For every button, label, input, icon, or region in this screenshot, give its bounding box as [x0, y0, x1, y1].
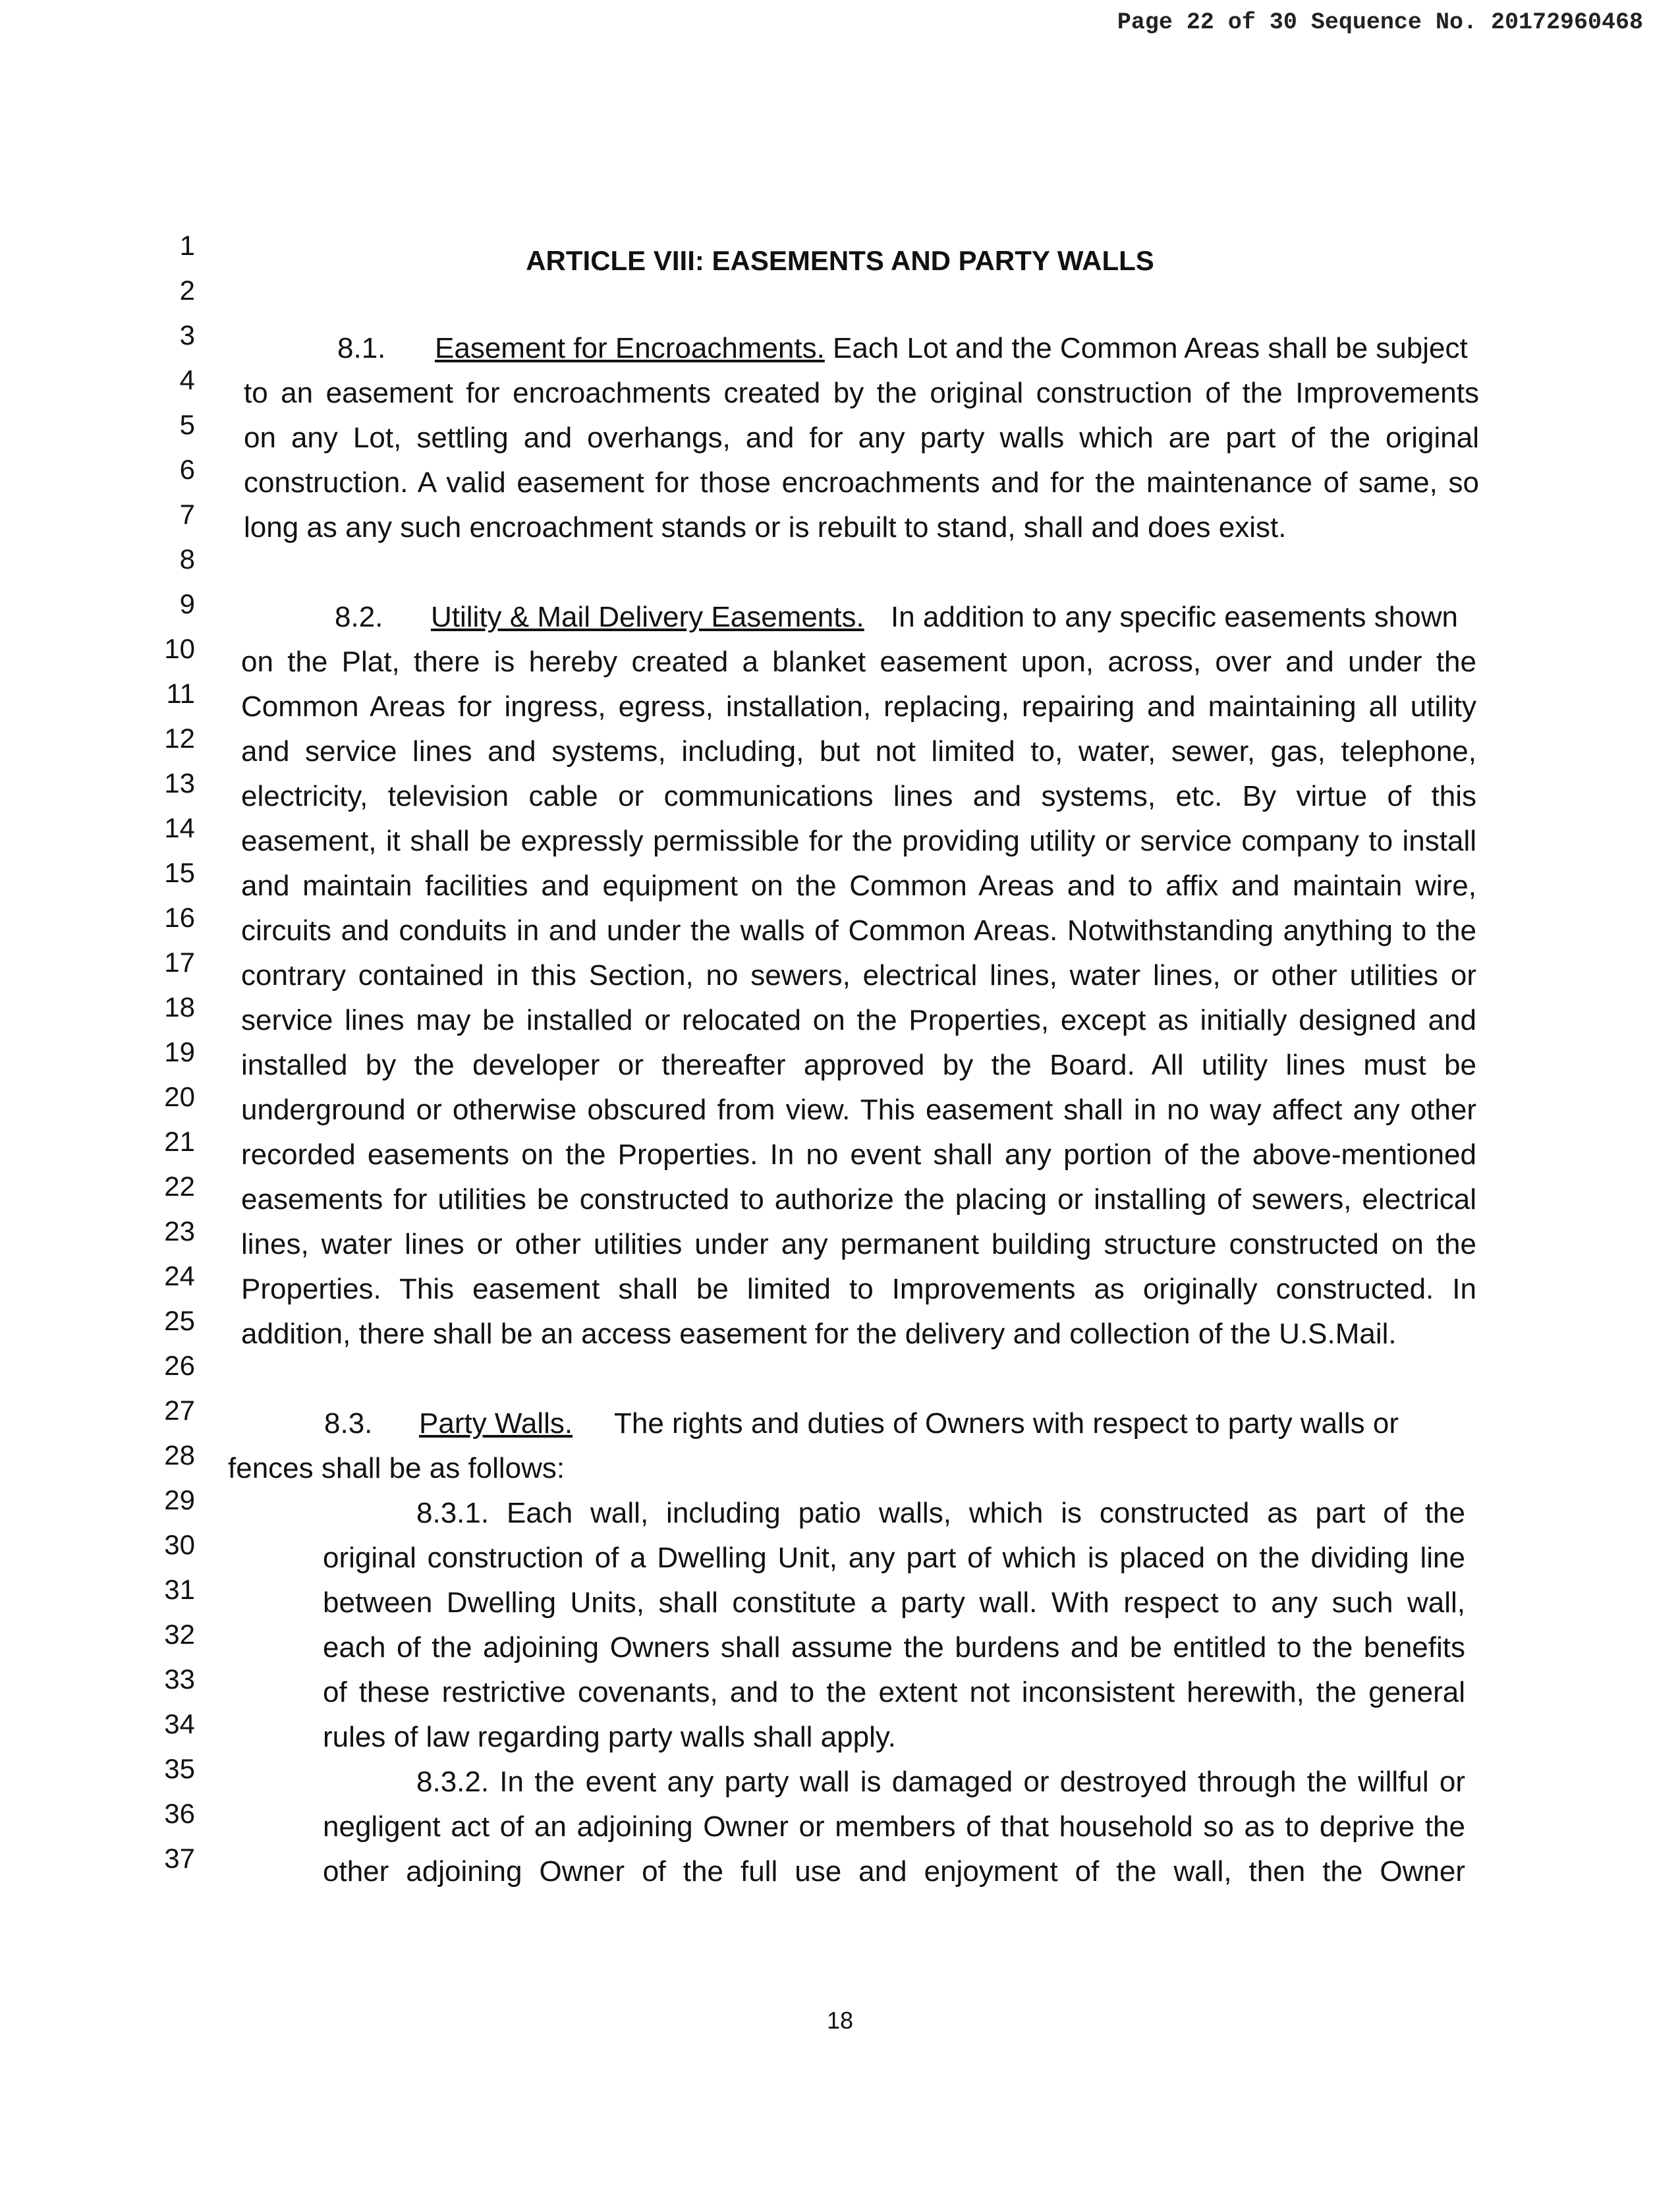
section-number: 8.1.: [337, 332, 386, 364]
line-number: 34: [164, 1708, 195, 1739]
section-heading: Easement for Encroachments.: [435, 332, 825, 364]
line-number: 15: [164, 857, 195, 888]
text-line: underground or otherwise obscured from view. This easement shall in no way affect any other: [241, 1094, 1476, 1126]
line-number: 3: [179, 320, 195, 351]
text-line: on the Plat, there is hereby created a blanket easement upon, across, over and under the: [241, 646, 1476, 678]
article-title: ARTICLE VIII: EASEMENTS AND PARTY WALLS: [526, 245, 1154, 276]
text-line: service lines may be installed or relocated on the Properties, except as initially designed and: [241, 1004, 1476, 1036]
text-line: on any Lot, settling and overhangs, and for any party walls which are part of the original: [244, 422, 1479, 454]
line-number: 20: [164, 1081, 195, 1112]
text-line: contrary contained in this Section, no sewers, electrical lines, water lines, or other utilities or: [241, 959, 1476, 992]
line-number: 24: [164, 1260, 195, 1291]
line-number: 26: [164, 1350, 195, 1381]
line-number: 16: [164, 902, 195, 933]
line-number: 31: [164, 1574, 195, 1605]
line-number: 11: [166, 678, 195, 709]
line-number: 23: [164, 1216, 195, 1247]
line-number: 4: [179, 364, 195, 395]
text-line: rules of law regarding party walls shall apply.: [323, 1721, 896, 1753]
line-number: 6: [179, 454, 195, 485]
section-heading: Utility & Mail Delivery Easements.: [431, 601, 864, 633]
section-heading: Party Walls.: [419, 1407, 573, 1440]
line-number: 18: [164, 992, 195, 1023]
line-number: 12: [164, 723, 195, 754]
text-line: of these restrictive covenants, and to the extent not inconsistent herewith, the general: [323, 1676, 1465, 1708]
text-line: fences shall be as follows:: [228, 1452, 565, 1484]
page-number: 18: [826, 2007, 854, 2034]
text-line: circuits and conduits in and under the walls of Common Areas. Notwithstanding anything to the: [241, 914, 1476, 947]
text-line: and maintain facilities and equipment on the Common Areas and to affix and maintain wire,: [241, 870, 1476, 902]
section-number: 8.3.: [324, 1407, 373, 1440]
line-number: 5: [179, 409, 195, 440]
line-number: 14: [164, 812, 195, 843]
line-number: 37: [164, 1843, 195, 1874]
text-line: addition, there shall be an access easement for the delivery and collection of the U.S.Mail.: [241, 1318, 1397, 1350]
line-number: 30: [164, 1529, 195, 1560]
text-line: 8.3.2. In the event any party wall is damaged or destroyed through the willful or: [416, 1766, 1465, 1798]
text-line: other adjoining Owner of the full use and enjoyment of the wall, then the Owner: [323, 1855, 1465, 1888]
text-line: easements for utilities be constructed to authorize the placing or installing of sewers, electrical: [241, 1183, 1476, 1216]
text-line: electricity, television cable or communications lines and systems, etc. By virtue of this: [241, 780, 1476, 812]
text-line: recorded easements on the Properties. In no event shall any portion of the above-mentioned: [241, 1138, 1476, 1171]
text-line: 8.3.1. Each wall, including patio walls, which is constructed as part of the: [416, 1497, 1465, 1529]
line-number: 25: [164, 1305, 195, 1336]
line-number: 7: [179, 499, 195, 530]
text-line: between Dwelling Units, shall constitute a party wall. With respect to any such wall,: [323, 1586, 1465, 1619]
text-line: Each Lot and the Common Areas shall be subject: [833, 332, 1468, 364]
text-line: easement, it shall be expressly permissible for the providing utility or service company to install: [241, 825, 1476, 857]
line-number: 2: [179, 275, 195, 306]
line-number: 19: [164, 1036, 195, 1067]
section-number: 8.2.: [335, 601, 383, 633]
line-number: 32: [164, 1619, 195, 1650]
text-line: The rights and duties of Owners with respect to party walls or: [614, 1407, 1399, 1440]
line-number: 27: [164, 1395, 195, 1426]
line-number: 13: [164, 768, 195, 799]
line-number: 1: [179, 230, 195, 261]
text-line: and service lines and systems, including, but not limited to, water, sewer, gas, telephone,: [241, 735, 1476, 768]
line-number: 9: [179, 588, 195, 619]
text-line: negligent act of an adjoining Owner or members of that household so as to deprive the: [323, 1810, 1465, 1843]
page-header: Page 22 of 30 Sequence No. 20172960468: [1117, 9, 1643, 36]
line-number: 8: [179, 544, 195, 575]
text-line: each of the adjoining Owners shall assume the burdens and be entitled to the benefits: [323, 1631, 1465, 1664]
line-number: 33: [164, 1664, 195, 1695]
text-line: In addition to any specific easements shown: [891, 601, 1458, 633]
text-line: Common Areas for ingress, egress, installation, replacing, repairing and maintaining all utility: [241, 690, 1476, 723]
line-number: 10: [164, 633, 195, 664]
line-number: 22: [164, 1171, 195, 1202]
line-number: 36: [164, 1798, 195, 1829]
text-line: construction. A valid easement for those encroachments and for the maintenance of same, so: [244, 466, 1479, 499]
line-number: 17: [164, 947, 195, 978]
text-line: to an easement for encroachments created by the original construction of the Improvements: [244, 377, 1479, 409]
text-line: lines, water lines or other utilities under any permanent building structure constructed on the: [241, 1228, 1476, 1260]
text-line: long as any such encroachment stands or is rebuilt to stand, shall and does exist.: [244, 511, 1287, 544]
line-number: 35: [164, 1753, 195, 1784]
line-number: 29: [164, 1484, 195, 1515]
text-line: original construction of a Dwelling Unit, any part of which is placed on the dividing line: [323, 1542, 1465, 1574]
line-number: 28: [164, 1440, 195, 1471]
text-line: Properties. This easement shall be limited to Improvements as originally constructed. In: [241, 1273, 1476, 1305]
text-line: installed by the developer or thereafter approved by the Board. All utility lines must be: [241, 1049, 1476, 1081]
line-number: 21: [164, 1126, 195, 1157]
